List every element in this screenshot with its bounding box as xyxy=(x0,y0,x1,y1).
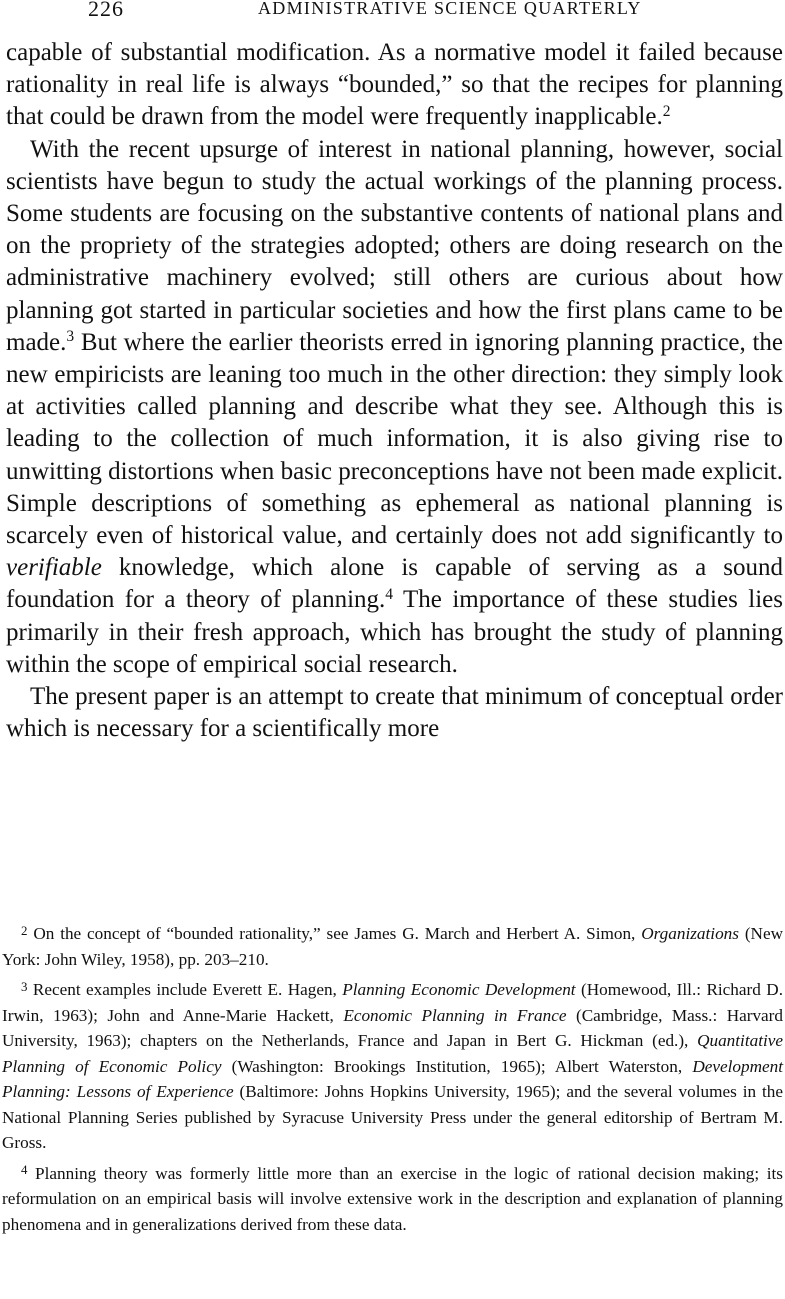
paragraph-1-text: capable of substantial modification. As a normative model it failed because rationality in real life is always “bounded,” so that the recipes for planning that could be drawn from the model were frequently inapplicable. xyxy=(6,39,783,131)
footnote-3-text-b: (Homewood, Ill.: Richard D. Irwin, 1963); John and Anne-Marie Hackett, xyxy=(2,980,783,1025)
footnote-3-text-e: (Baltimore: Johns Hopkins University, 1965); and the several volumes in the National Planning Series published by Syracuse University Press under the general editorship of Bertram M. Gross. xyxy=(2,1082,783,1152)
paragraph-3 xyxy=(6,681,783,745)
footnote-ref-2[interactable]: 2 xyxy=(662,102,671,120)
footnote-3-text-d: (Washington: Brookings Institution, 1965); Albert Waterston, xyxy=(221,1056,693,1076)
footnotes xyxy=(2,921,783,1242)
footnote-mark-3: 3 xyxy=(21,979,28,994)
footnote-ref-4[interactable]: 4 xyxy=(385,585,394,603)
footnote-4-text: Planning theory was formerly little more than an exercise in the logic of rational decision making; its reformulation on an empirical basis will involve extensive work in the description and explanation of planning phenomena and in generalizations derived from these data. xyxy=(2,1163,783,1234)
footnote-2-text-a: On the concept of “bounded rationality,” see James G. March and Herbert A. Simon, xyxy=(27,924,642,943)
footnote-3-text-a: Recent examples include Everett E. Hagen, xyxy=(27,980,343,999)
footnote-2-text-b: (New York: John Wiley, 1958), pp. 203–210. xyxy=(2,924,783,969)
paragraph-3-text: The present paper is an attempt to create that minimum of conceptual order which is necessary for a scientifically more xyxy=(6,683,783,743)
paragraph-2-part-b: But where the earlier theorists erred in ignoring planning practice, the new empiricists are leaning too much in the other direction: they simply look at activities called planning and describe what they see. Although this is leading to the collection of much information, it is also giving rise to unwitting distortions when basic preconceptions have not been made explicit. Simple descriptions of something as ephemeral as national planning is scarcely even of historical value, and certainly does not add significantly to xyxy=(6,328,783,550)
footnote-mark-4: 4 xyxy=(21,1163,28,1177)
footnote-mark-2: 2 xyxy=(21,923,28,938)
page-header xyxy=(0,0,785,22)
footnote-3-title-1: Planning Economic Development xyxy=(342,980,576,999)
footnote-3-title-2: Economic Planning in France xyxy=(343,1005,567,1025)
footnote-2-title: Organizations xyxy=(641,924,739,943)
paragraph-2-part-d: The importance of these studies lies primarily in their fresh approach, which has brought the study of planning within the scope of empirical social research. xyxy=(6,586,783,678)
page-number: 226 xyxy=(88,0,124,21)
footnote-ref-3[interactable]: 3 xyxy=(66,328,75,346)
paragraph-1 xyxy=(6,37,783,134)
body-text xyxy=(6,37,783,745)
footnote-3-title-4: Development Planning: Lessons of Experience xyxy=(2,1056,783,1101)
footnote-3-title-3: Quantitative Planning of Economic Policy xyxy=(2,1031,783,1076)
emphasis-verifiable: verifiable xyxy=(6,554,102,582)
paragraph-2-part-a: With the recent upsurge of interest in national planning, however, social scientists have begun to study the actual workings of the planning process. Some students are focusing on the substantive contents of national plans and on the propriety of the strategies adopted; others are doing research on the administrative machinery evolved; still others are curious about how planning got started in particular societies and how the first plans came to be made. xyxy=(6,135,783,356)
paragraph-2-part-c: knowledge, which alone is capable of serving as a sound foundation for a theory of planning. xyxy=(6,554,783,614)
paragraph-2 xyxy=(6,134,783,681)
footnote-3 xyxy=(2,977,783,1156)
footnote-4 xyxy=(2,1161,783,1238)
footnote-2 xyxy=(2,921,783,972)
running-head: ADMINISTRATIVE SCIENCE QUARTERLY xyxy=(258,0,642,18)
footnote-3-text-c: (Cambridge, Mass.: Harvard University, 1963); chapters on the Netherlands, France and Japan in Bert G. Hickman (ed.), xyxy=(2,1005,784,1050)
